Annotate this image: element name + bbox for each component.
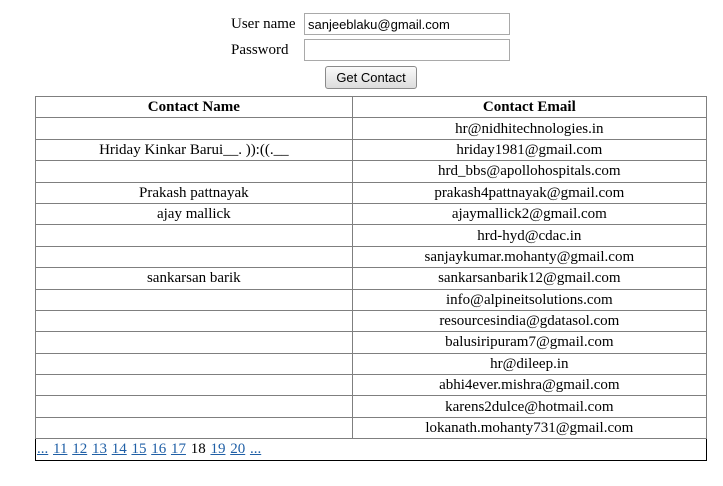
- pager: [37, 441, 262, 457]
- contact-name-cell: [36, 332, 353, 353]
- pager-ellipsis-link[interactable]: ...: [37, 441, 49, 458]
- contact-email-cell: abhi4ever.mishra@gmail.com: [352, 375, 706, 396]
- contact-name-cell: [36, 353, 353, 374]
- contact-email-cell: hr@nidhitechnologies.in: [352, 118, 706, 139]
- table-row: [36, 289, 707, 310]
- table-row: [36, 375, 707, 396]
- contact-email-cell: prakash4pattnayak@gmail.com: [352, 182, 706, 203]
- contacts-table: [35, 96, 707, 461]
- contact-email-cell: ajaymallick2@gmail.com: [352, 203, 706, 224]
- contact-email-cell: sanjaykumar.mohanty@gmail.com: [352, 246, 706, 267]
- pager-page-link[interactable]: 20: [230, 441, 246, 458]
- pager-page-link[interactable]: 12: [72, 441, 88, 458]
- contact-email-cell: hrd_bbs@apollohospitals.com: [352, 161, 706, 182]
- pager-page-link[interactable]: 13: [91, 441, 107, 458]
- contact-name-cell: ajay mallick: [36, 203, 353, 224]
- contact-name-cell: sankarsan barik: [36, 268, 353, 289]
- contact-name-cell: [36, 396, 353, 417]
- pager-current-page: 18: [190, 441, 206, 458]
- table-row: [36, 161, 707, 182]
- pager-page-link[interactable]: 14: [111, 441, 127, 458]
- contact-name-cell: [36, 161, 353, 182]
- table-row: [36, 417, 707, 438]
- get-contact-button[interactable]: Get Contact: [325, 66, 417, 89]
- contact-name-cell: [36, 289, 353, 310]
- pager-cell: [36, 439, 707, 460]
- contact-email-cell: lokanath.mohanty731@gmail.com: [352, 417, 706, 438]
- contact-email-cell: hr@dileep.in: [352, 353, 706, 374]
- contact-email-cell: balusiripuram7@gmail.com: [352, 332, 706, 353]
- table-row: [36, 396, 707, 417]
- contact-name-cell: [36, 417, 353, 438]
- contact-name-cell: [36, 310, 353, 331]
- table-row: [36, 268, 707, 289]
- contact-email-cell: info@alpineitsolutions.com: [352, 289, 706, 310]
- table-row: [36, 246, 707, 267]
- password-label: Password: [231, 42, 289, 58]
- contact-name-cell: Prakash pattnayak: [36, 182, 353, 203]
- pager-page-link[interactable]: 19: [210, 441, 226, 458]
- pager-page-link[interactable]: 16: [151, 441, 167, 458]
- table-row: [36, 203, 707, 224]
- table-row: [36, 139, 707, 160]
- contact-name-cell: [36, 225, 353, 246]
- username-input[interactable]: [304, 13, 510, 35]
- contact-email-cell: karens2dulce@hotmail.com: [352, 396, 706, 417]
- username-label: User name: [231, 16, 296, 32]
- header-contact-name: Contact Name: [36, 97, 353, 118]
- contact-email-cell: sankarsanbarik12@gmail.com: [352, 268, 706, 289]
- contact-name-cell: Hriday Kinkar Barui__. )):((.__: [36, 139, 353, 160]
- pager-page-link[interactable]: 11: [53, 441, 68, 458]
- pager-page-link[interactable]: 17: [170, 441, 186, 458]
- contact-email-cell: resourcesindia@gdatasol.com: [352, 310, 706, 331]
- table-row: [36, 353, 707, 374]
- pager-ellipsis-link[interactable]: ...: [249, 441, 262, 458]
- table-header-row: [36, 97, 707, 118]
- contact-name-cell: [36, 246, 353, 267]
- contact-name-cell: [36, 118, 353, 139]
- contact-email-cell: hrd-hyd@cdac.in: [352, 225, 706, 246]
- table-row: [36, 332, 707, 353]
- pager-row: [36, 439, 707, 460]
- table-row: [36, 225, 707, 246]
- pager-page-link[interactable]: 15: [131, 441, 147, 458]
- contact-name-cell: [36, 375, 353, 396]
- password-input[interactable]: [304, 39, 510, 61]
- table-row: [36, 310, 707, 331]
- header-contact-email: Contact Email: [352, 97, 706, 118]
- table-row: [36, 182, 707, 203]
- contacts-table-body: [36, 118, 707, 439]
- table-row: [36, 118, 707, 139]
- contact-email-cell: hriday1981@gmail.com: [352, 139, 706, 160]
